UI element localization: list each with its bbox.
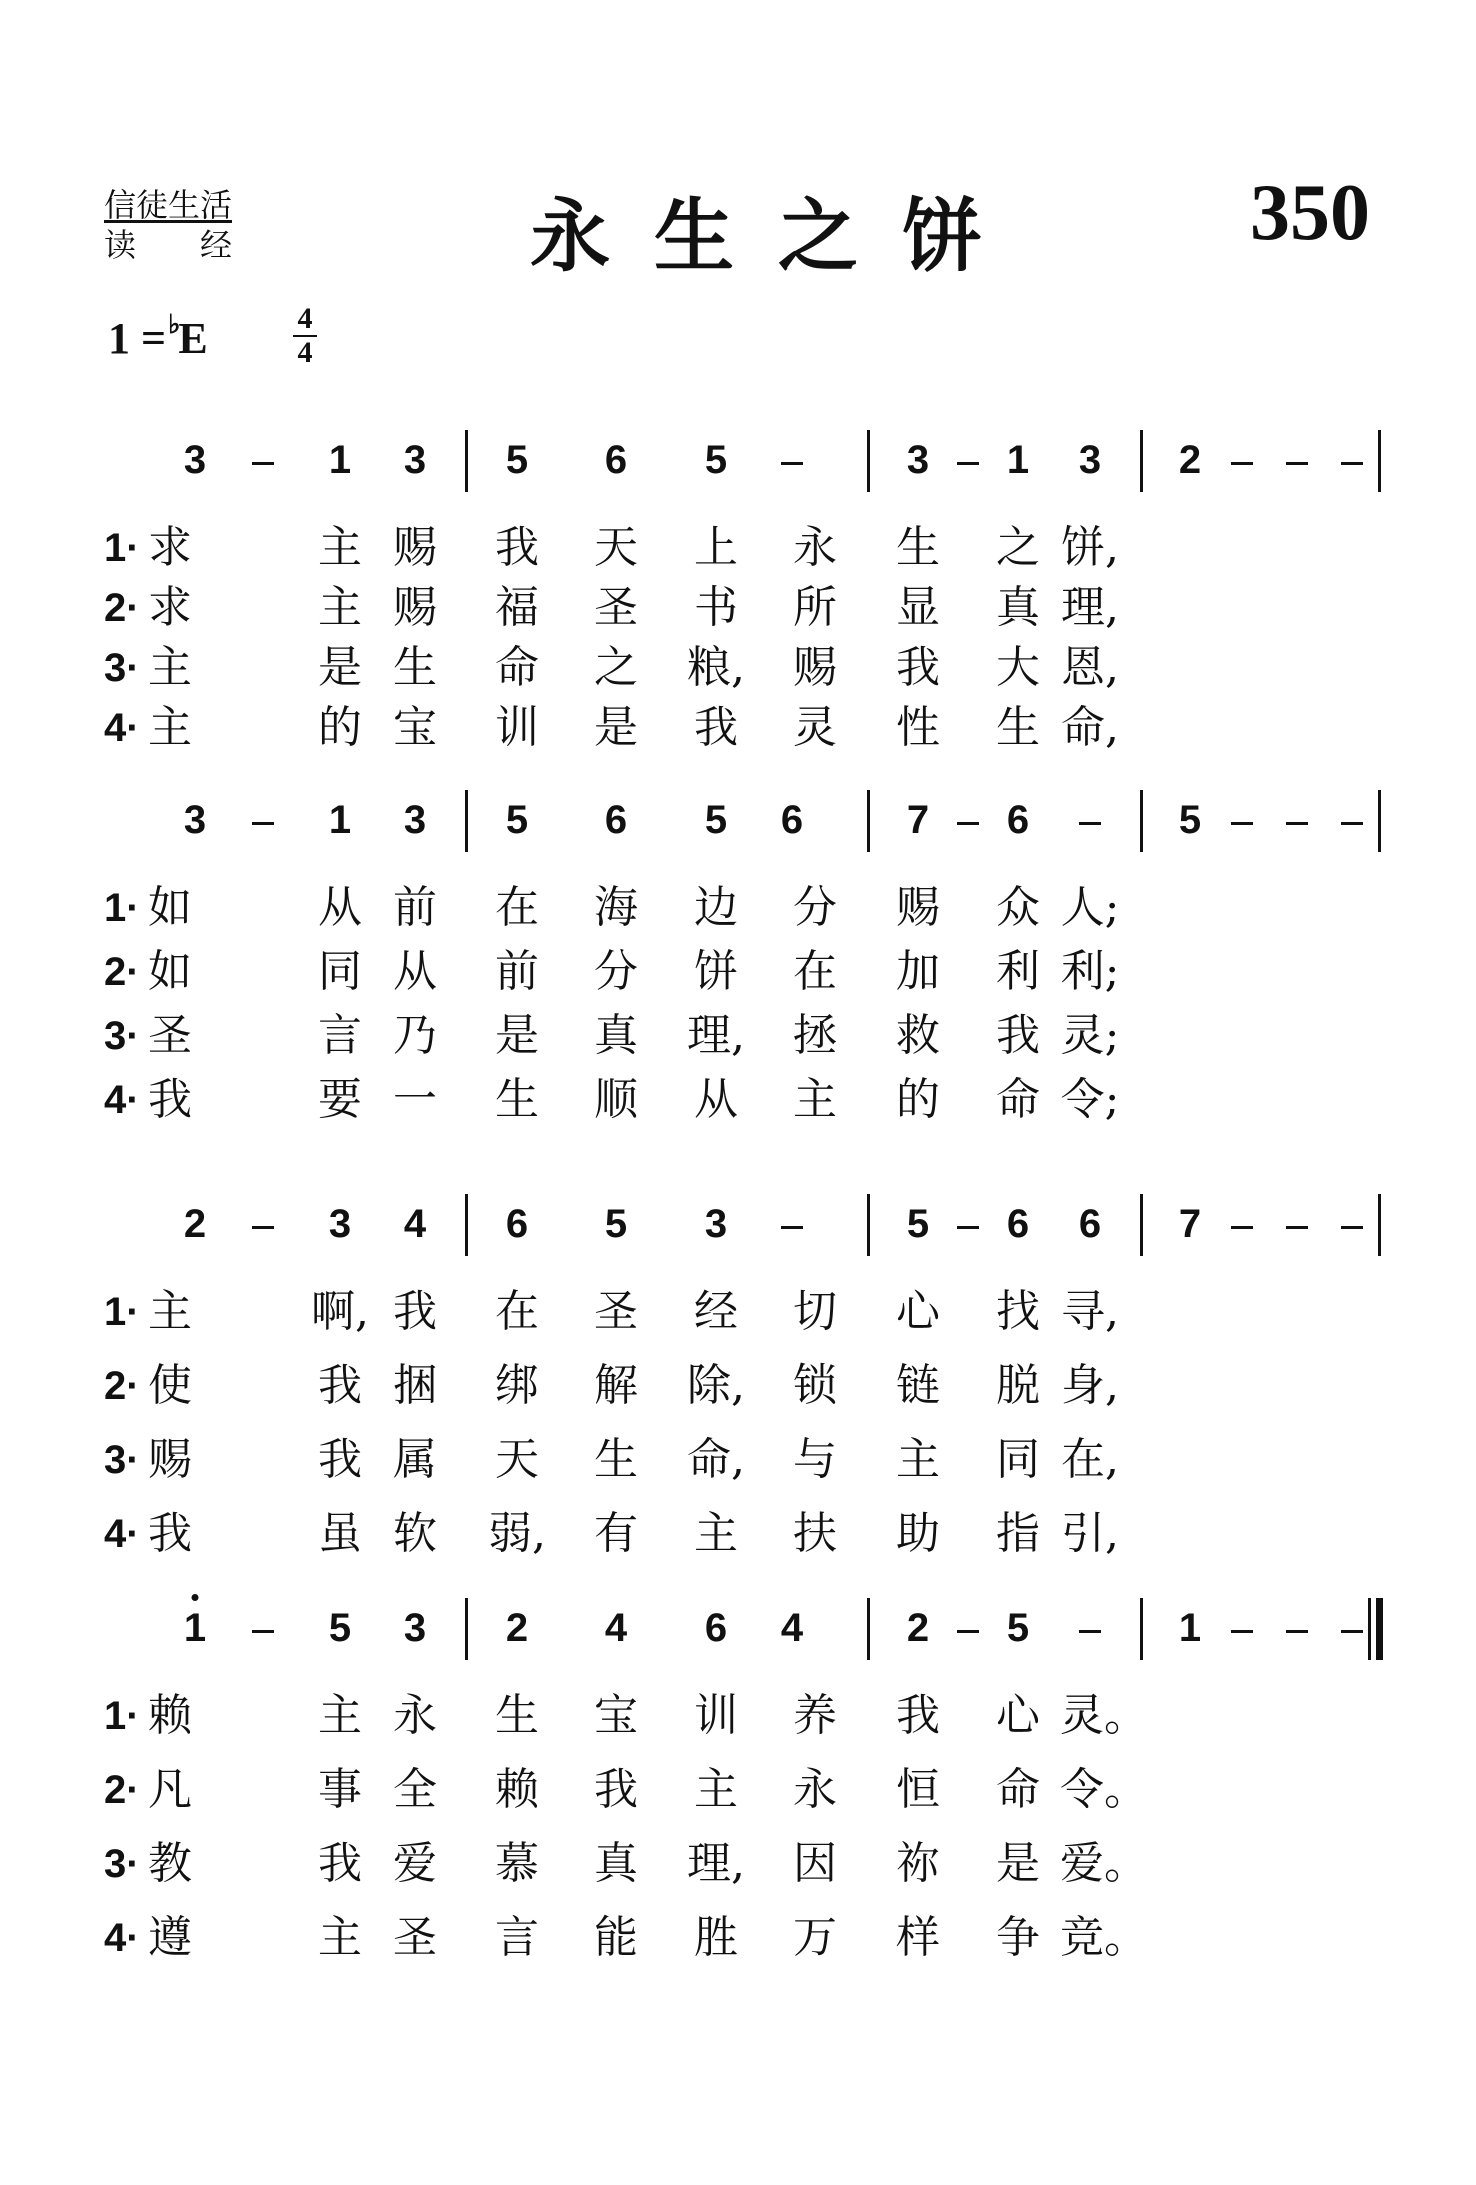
lyric-word: 理, <box>687 1838 745 1889</box>
lyric-word: 救 <box>896 1010 940 1061</box>
lyric-word: 之 <box>594 642 638 693</box>
note-dash <box>957 462 979 465</box>
time-signature-bottom: 4 <box>297 336 313 369</box>
lyric-word: 福 <box>495 582 539 633</box>
lyric-word: 主 <box>694 1508 738 1559</box>
lyric-word: 事 <box>318 1764 362 1815</box>
verse-number: 1· <box>104 526 140 570</box>
lyric-word: 分 <box>793 882 837 933</box>
barline <box>867 430 870 492</box>
lyric-word: 生 <box>896 522 940 573</box>
note: 1 <box>328 798 352 842</box>
lyric-word: 主 <box>318 582 362 633</box>
note-dash <box>252 1630 274 1633</box>
lyric-word: 命, <box>1061 702 1119 753</box>
note: 2 <box>906 1606 930 1650</box>
lyric-word: 的 <box>896 1074 940 1125</box>
lyric-word: 书 <box>694 582 738 633</box>
lyric-word: 脱 <box>996 1360 1040 1411</box>
lyric-word: 是 <box>318 642 362 693</box>
verse-number: 1· <box>104 886 140 930</box>
lyric-word: 指 <box>996 1508 1040 1559</box>
lyric-word: 如 <box>148 882 192 933</box>
lyric-word: 是 <box>495 1010 539 1061</box>
lyric-word: 主 <box>148 702 192 753</box>
note: 3 <box>906 438 930 482</box>
verse-number: 1· <box>104 1694 140 1738</box>
lyric-word: 加 <box>896 946 940 997</box>
verse-number: 3· <box>104 1438 140 1482</box>
lyric-word: 恒 <box>896 1764 940 1815</box>
note: 6 <box>604 798 628 842</box>
key-signature <box>108 310 208 364</box>
barline <box>1140 430 1143 492</box>
note: 4 <box>403 1202 427 1246</box>
note: 7 <box>906 798 930 842</box>
verse-number: 4· <box>104 1078 140 1122</box>
hymn-number: 350 <box>1250 169 1370 257</box>
barline <box>465 790 468 852</box>
time-signature <box>290 304 320 368</box>
lyric-word: 胜 <box>694 1912 738 1963</box>
lyric-word: 前 <box>495 946 539 997</box>
note: 6 <box>1078 1202 1102 1246</box>
note: 2 <box>183 1202 207 1246</box>
note-dash <box>1341 1226 1363 1229</box>
lyric-word: 理, <box>687 1010 745 1061</box>
lyric-word: 主 <box>318 522 362 573</box>
note: 3 <box>183 798 207 842</box>
note-dash <box>1231 1226 1253 1229</box>
lyric-word: 宝 <box>393 702 437 753</box>
barline <box>465 430 468 492</box>
barline <box>867 790 870 852</box>
final-barline <box>1368 1598 1371 1660</box>
note-dash <box>1231 822 1253 825</box>
lyric-word: 生 <box>996 702 1040 753</box>
lyric-word: 主 <box>318 1912 362 1963</box>
lyric-word: 链 <box>896 1360 940 1411</box>
lyric-word: 虽 <box>318 1508 362 1559</box>
barline <box>1140 1598 1143 1660</box>
lyric-word: 天 <box>594 522 638 573</box>
lyric-word: 是 <box>996 1838 1040 1889</box>
note: 1 <box>1006 438 1030 482</box>
lyric-word: 同 <box>996 1434 1040 1485</box>
lyric-word: 赐 <box>896 882 940 933</box>
lyric-word: 解 <box>594 1360 638 1411</box>
lyric-word: 从 <box>393 946 437 997</box>
lyric-word: 捆 <box>393 1360 437 1411</box>
key-note: E <box>178 314 208 363</box>
lyric-word: 是 <box>594 702 638 753</box>
note: 3 <box>1078 438 1102 482</box>
lyric-word: 显 <box>896 582 940 633</box>
verse-number: 2· <box>104 586 140 630</box>
lyric-word: 要 <box>318 1074 362 1125</box>
lyric-word: 慕 <box>495 1838 539 1889</box>
lyric-word: 宝 <box>594 1690 638 1741</box>
octave-dot <box>192 1594 199 1601</box>
barline <box>1378 430 1381 492</box>
lyric-word: 乃 <box>393 1010 437 1061</box>
category-label-top: 信徒生活 <box>104 186 233 224</box>
note-dash <box>957 822 979 825</box>
verse-number: 1· <box>104 1290 140 1334</box>
lyric-word: 赐 <box>793 642 837 693</box>
lyric-word: 言 <box>495 1912 539 1963</box>
lyric-word: 圣 <box>594 1286 638 1337</box>
lyric-word: 爱 <box>393 1838 437 1889</box>
lyric-word: 分 <box>594 946 638 997</box>
lyric-word: 同 <box>318 946 362 997</box>
lyric-word: 切 <box>793 1286 837 1337</box>
lyric-word: 我 <box>318 1434 362 1485</box>
lyric-word: 我 <box>318 1360 362 1411</box>
note: 2 <box>505 1606 529 1650</box>
note: 3 <box>183 438 207 482</box>
lyric-word: 祢 <box>896 1838 940 1889</box>
lyric-word: 训 <box>694 1690 738 1741</box>
note: 5 <box>328 1606 352 1650</box>
note: 3 <box>403 798 427 842</box>
verse-number: 3· <box>104 1842 140 1886</box>
note-dash <box>1079 1630 1101 1633</box>
lyric-word: 凡 <box>148 1764 192 1815</box>
verse-number: 2· <box>104 950 140 994</box>
barline <box>1378 790 1381 852</box>
note: 4 <box>604 1606 628 1650</box>
lyric-word: 扶 <box>793 1508 837 1559</box>
lyric-word: 心 <box>896 1286 940 1337</box>
lyric-word: 教 <box>148 1838 192 1889</box>
lyric-word: 主 <box>318 1690 362 1741</box>
note: 6 <box>505 1202 529 1246</box>
lyric-word: 前 <box>393 882 437 933</box>
lyric-word: 的 <box>318 702 362 753</box>
time-signature-top: 4 <box>297 302 313 335</box>
lyric-word: 寻, <box>1061 1286 1119 1337</box>
note: 3 <box>328 1202 352 1246</box>
note: 5 <box>505 798 529 842</box>
lyric-word: 真 <box>594 1838 638 1889</box>
lyric-word: 生 <box>594 1434 638 1485</box>
lyric-word: 命 <box>996 1074 1040 1125</box>
lyric-word: 求 <box>148 582 192 633</box>
lyric-word: 言 <box>318 1010 362 1061</box>
lyric-word: 样 <box>896 1912 940 1963</box>
lyric-word: 上 <box>694 522 738 573</box>
note-dash <box>781 462 803 465</box>
lyric-word: 圣 <box>594 582 638 633</box>
lyric-word: 恩, <box>1061 642 1119 693</box>
note: 4 <box>780 1606 804 1650</box>
flat-sign: ♭ <box>168 310 181 339</box>
lyric-word: 我 <box>594 1764 638 1815</box>
lyric-word: 边 <box>694 882 738 933</box>
lyric-word: 灵 <box>793 702 837 753</box>
note-dash <box>252 462 274 465</box>
lyric-word: 我 <box>393 1286 437 1337</box>
lyric-word: 拯 <box>793 1010 837 1061</box>
lyric-word: 从 <box>694 1074 738 1125</box>
note-dash <box>1079 822 1101 825</box>
lyric-word: 一 <box>393 1074 437 1125</box>
lyric-word: 属 <box>393 1434 437 1485</box>
barline <box>867 1194 870 1256</box>
lyric-word: 赖 <box>148 1690 192 1741</box>
lyric-word: 我 <box>694 702 738 753</box>
lyric-word: 粮, <box>687 642 745 693</box>
note-dash <box>1341 462 1363 465</box>
lyric-word: 饼 <box>694 946 738 997</box>
note-dash <box>252 822 274 825</box>
lyric-word: 在 <box>495 1286 539 1337</box>
key-prefix: 1 = <box>108 314 167 363</box>
note-dash <box>1286 462 1308 465</box>
lyric-word: 饼, <box>1061 522 1119 573</box>
note-dash <box>1286 822 1308 825</box>
lyric-word: 争 <box>996 1912 1040 1963</box>
lyric-word: 圣 <box>393 1912 437 1963</box>
lyric-word: 我 <box>148 1508 192 1559</box>
note: 5 <box>704 798 728 842</box>
lyric-word: 大 <box>996 642 1040 693</box>
lyric-word: 真 <box>594 1010 638 1061</box>
lyric-word: 如 <box>148 946 192 997</box>
lyric-word: 赐 <box>148 1434 192 1485</box>
lyric-word: 人; <box>1060 882 1120 933</box>
lyric-word: 命 <box>495 642 539 693</box>
lyric-word: 生 <box>495 1074 539 1125</box>
lyric-word: 灵; <box>1060 1010 1120 1061</box>
note: 6 <box>1006 798 1030 842</box>
lyric-word: 圣 <box>148 1010 192 1061</box>
note-dash <box>252 1226 274 1229</box>
barline <box>465 1598 468 1660</box>
lyric-word: 竞。 <box>1060 1912 1148 1963</box>
lyric-word: 啊, <box>311 1286 369 1337</box>
note: 2 <box>1178 438 1202 482</box>
lyric-word: 我 <box>318 1838 362 1889</box>
lyric-word: 主 <box>896 1434 940 1485</box>
lyric-word: 弱, <box>488 1508 546 1559</box>
note: 5 <box>505 438 529 482</box>
note-dash <box>1286 1630 1308 1633</box>
note: 5 <box>1006 1606 1030 1650</box>
note: 6 <box>780 798 804 842</box>
note: 5 <box>704 438 728 482</box>
final-barline-thick <box>1376 1598 1383 1660</box>
lyric-word: 爱。 <box>1060 1838 1148 1889</box>
lyric-word: 从 <box>318 882 362 933</box>
note: 3 <box>403 1606 427 1650</box>
verse-number: 2· <box>104 1768 140 1812</box>
note-dash <box>1231 462 1253 465</box>
lyric-word: 赐 <box>393 582 437 633</box>
lyric-word: 使 <box>148 1360 192 1411</box>
note: 6 <box>704 1606 728 1650</box>
lyric-word: 因 <box>793 1838 837 1889</box>
lyric-word: 众 <box>996 882 1040 933</box>
lyric-word: 遵 <box>148 1912 192 1963</box>
lyric-word: 主 <box>148 642 192 693</box>
lyric-word: 身, <box>1061 1360 1119 1411</box>
lyric-word: 能 <box>594 1912 638 1963</box>
note: 1 <box>328 438 352 482</box>
lyric-word: 天 <box>495 1434 539 1485</box>
barline <box>867 1598 870 1660</box>
lyric-word: 在 <box>495 882 539 933</box>
hymn-title: 永生之饼 <box>530 189 1026 283</box>
note-dash <box>1341 1630 1363 1633</box>
barline <box>1378 1194 1381 1256</box>
lyric-word: 养 <box>793 1690 837 1741</box>
lyric-word: 永 <box>793 1764 837 1815</box>
lyric-word: 命, <box>687 1434 745 1485</box>
lyric-word: 万 <box>793 1912 837 1963</box>
lyric-word: 我 <box>896 642 940 693</box>
lyric-word: 心 <box>996 1690 1040 1741</box>
note: 1 <box>1178 1606 1202 1650</box>
lyric-word: 在 <box>793 946 837 997</box>
lyric-word: 主 <box>148 1286 192 1337</box>
lyric-word: 命 <box>996 1764 1040 1815</box>
lyric-word: 软 <box>393 1508 437 1559</box>
note: 6 <box>1006 1202 1030 1246</box>
barline <box>465 1194 468 1256</box>
lyric-word: 全 <box>393 1764 437 1815</box>
lyric-word: 令; <box>1060 1074 1120 1125</box>
note-dash <box>1231 1630 1253 1633</box>
note: 1 <box>170 1608 220 1648</box>
lyric-word: 绑 <box>495 1360 539 1411</box>
lyric-word: 主 <box>793 1074 837 1125</box>
note: 6 <box>604 438 628 482</box>
note: 3 <box>704 1202 728 1246</box>
lyric-word: 找 <box>996 1286 1040 1337</box>
note: 3 <box>403 438 427 482</box>
lyric-word: 我 <box>148 1074 192 1125</box>
note-dash <box>781 1226 803 1229</box>
lyric-word: 生 <box>495 1690 539 1741</box>
lyric-word: 训 <box>495 702 539 753</box>
lyric-word: 利 <box>996 946 1040 997</box>
note-dash <box>1341 822 1363 825</box>
lyric-word: 锁 <box>793 1360 837 1411</box>
lyric-word: 永 <box>793 522 837 573</box>
lyric-word: 我 <box>996 1010 1040 1061</box>
lyric-word: 助 <box>896 1508 940 1559</box>
note-dash <box>957 1630 979 1633</box>
lyric-word: 理, <box>1061 582 1119 633</box>
barline <box>1140 1194 1143 1256</box>
lyric-word: 所 <box>793 582 837 633</box>
verse-number: 4· <box>104 1512 140 1556</box>
note-dash <box>1286 1226 1308 1229</box>
note: 7 <box>1178 1202 1202 1246</box>
lyric-word: 灵。 <box>1060 1690 1148 1741</box>
lyric-word: 在, <box>1061 1434 1119 1485</box>
lyric-word: 赖 <box>495 1764 539 1815</box>
lyric-word: 我 <box>896 1690 940 1741</box>
barline <box>1140 790 1143 852</box>
lyric-word: 利; <box>1060 946 1120 997</box>
lyric-word: 赐 <box>393 522 437 573</box>
verse-number: 4· <box>104 706 140 750</box>
lyric-word: 真 <box>996 582 1040 633</box>
verse-number: 3· <box>104 1014 140 1058</box>
note: 5 <box>1178 798 1202 842</box>
category-label-bottom: 读 经 <box>104 226 233 264</box>
lyric-word: 海 <box>594 882 638 933</box>
lyric-word: 令。 <box>1060 1764 1148 1815</box>
lyric-word: 之 <box>996 522 1040 573</box>
note: 5 <box>604 1202 628 1246</box>
verse-number: 2· <box>104 1364 140 1408</box>
lyric-word: 性 <box>896 702 940 753</box>
lyric-word: 有 <box>594 1508 638 1559</box>
lyric-word: 与 <box>793 1434 837 1485</box>
lyric-word: 永 <box>393 1690 437 1741</box>
lyric-word: 引, <box>1061 1508 1119 1559</box>
verse-number: 4· <box>104 1916 140 1960</box>
lyric-word: 除, <box>687 1360 745 1411</box>
lyric-word: 求 <box>148 522 192 573</box>
lyric-word: 我 <box>495 522 539 573</box>
lyric-word: 主 <box>694 1764 738 1815</box>
note: 5 <box>906 1202 930 1246</box>
verse-number: 3· <box>104 646 140 690</box>
lyric-word: 生 <box>393 642 437 693</box>
lyric-word: 顺 <box>594 1074 638 1125</box>
note-dash <box>957 1226 979 1229</box>
lyric-word: 经 <box>694 1286 738 1337</box>
